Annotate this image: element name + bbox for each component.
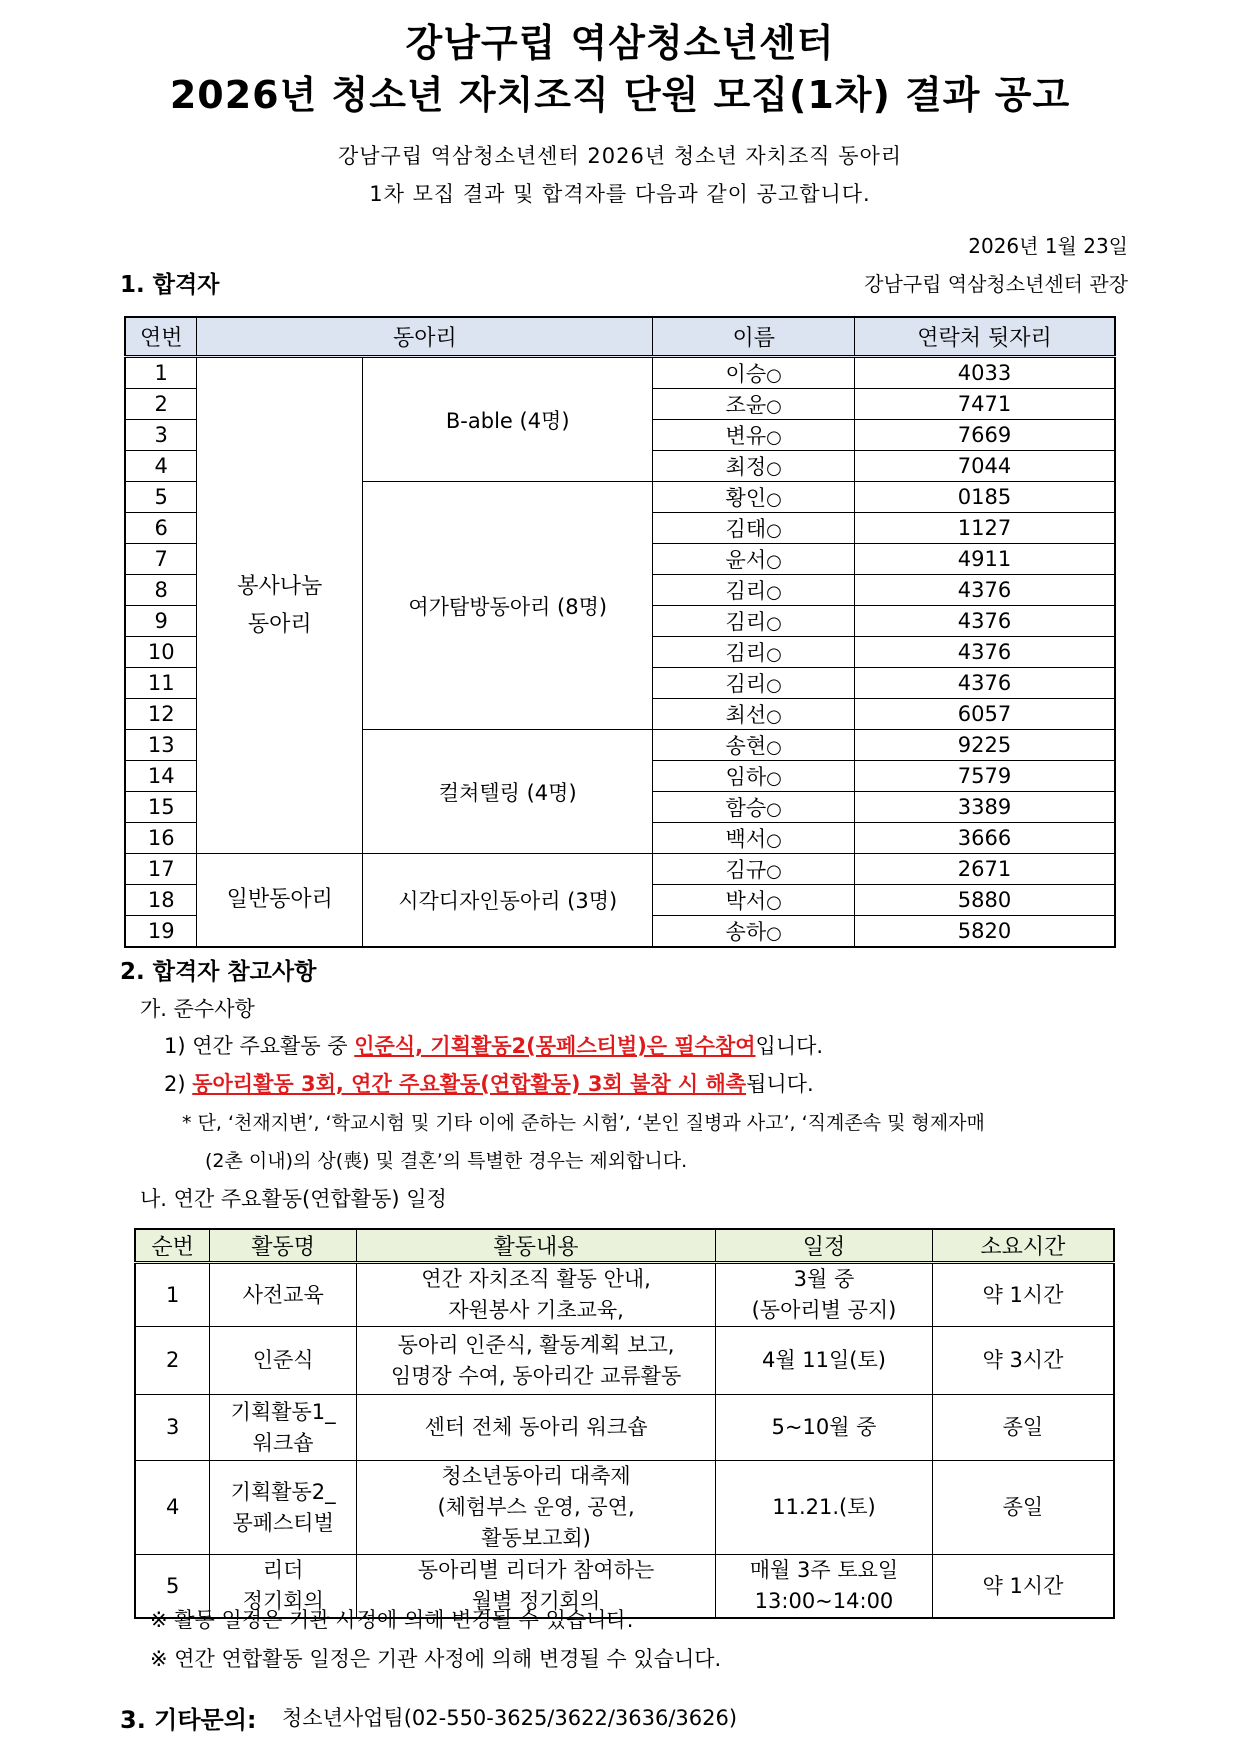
schedule-no-cell: 5: [135, 1555, 210, 1619]
note-line1: * 단, ‘천재지변’, ‘학교시험 및 기타 이에 준하는 시험’, ‘본인 질병과 사고’, ‘직계존속 및 형제자매: [182, 1112, 985, 1134]
schedule-time-cell: 약 1시간: [932, 1555, 1114, 1619]
row-number: 1: [125, 357, 197, 389]
name-cell: [653, 885, 855, 916]
row-number: 19: [125, 916, 197, 948]
name-text: 박서: [725, 889, 767, 913]
phone-cell: 4376: [854, 606, 1115, 637]
passers-table: [124, 316, 1116, 948]
schedule-no-cell: 4: [135, 1461, 210, 1555]
name-text: 윤서: [725, 548, 767, 572]
name-text: 송하: [725, 920, 767, 944]
schedule-time-cell: 약 1시간: [932, 1263, 1114, 1327]
name-cell: [653, 792, 855, 823]
name-cell: [653, 389, 855, 420]
masked-name-icon: ○: [766, 458, 782, 479]
row-number: 10: [125, 637, 197, 668]
name-text: 함승: [725, 796, 767, 820]
schedule-row: [135, 1461, 1114, 1555]
name-text: 송현: [725, 734, 767, 758]
name-text: 김규: [725, 858, 767, 882]
club-cell: 여가탐방동아리 (8명): [363, 482, 653, 730]
schedule-date-cell: 5~10월 중: [716, 1395, 933, 1461]
row-number: 16: [125, 823, 197, 854]
schedule-row: [135, 1327, 1114, 1395]
row-number: 13: [125, 730, 197, 761]
row-number: 17: [125, 854, 197, 885]
masked-name-icon: ○: [766, 520, 782, 541]
name-text: 김태: [725, 517, 767, 541]
phone-cell: 7669: [854, 420, 1115, 451]
schedule-content-cell: 동아리 인준식, 활동계획 보고, 임명장 수여, 동아리간 교류활동: [357, 1327, 716, 1395]
sub-b-title: 나. 연간 주요활동(연합활동) 일정: [140, 1187, 447, 1211]
schedule-name-cell: 기획활동1_ 워크숍: [210, 1395, 357, 1461]
row-number: 15: [125, 792, 197, 823]
masked-name-icon: ○: [766, 365, 782, 386]
name-text: 변유: [725, 424, 767, 448]
sched-header-name: 활동명: [210, 1229, 357, 1263]
club-cell: B-able (4명): [363, 357, 653, 482]
name-text: 최정: [725, 455, 767, 479]
row-number: 3: [125, 420, 197, 451]
name-cell: [653, 637, 855, 668]
row-number: 18: [125, 885, 197, 916]
name-text: 임하: [725, 765, 767, 789]
schedule-date-cell: 매월 3주 토요일 13:00~14:00: [716, 1555, 933, 1619]
schedule-time-cell: 약 3시간: [932, 1327, 1114, 1395]
phone-cell: 5880: [854, 885, 1115, 916]
phone-cell: 9225: [854, 730, 1115, 761]
sub-a-title: 가. 준수사항: [140, 997, 255, 1021]
name-cell: [653, 699, 855, 730]
masked-name-icon: ○: [766, 799, 782, 820]
schedule-table: [134, 1228, 1115, 1619]
rule-2: 2) 동아리활동 3회, 연간 주요활동(연합활동) 3회 불참 시 해촉됩니다.: [164, 1072, 814, 1096]
masked-name-icon: ○: [766, 675, 782, 696]
row-number: 9: [125, 606, 197, 637]
name-cell: [653, 575, 855, 606]
table-row: [125, 854, 1115, 885]
schedule-no-cell: 1: [135, 1263, 210, 1327]
phone-cell: 4033: [854, 357, 1115, 389]
row-number: 12: [125, 699, 197, 730]
schedule-row: [135, 1263, 1114, 1327]
masked-name-icon: ○: [766, 582, 782, 603]
schedule-date-cell: 11.21.(토): [716, 1461, 933, 1555]
masked-name-icon: ○: [766, 737, 782, 758]
masked-name-icon: ○: [766, 706, 782, 727]
name-cell: [653, 823, 855, 854]
schedule-no-cell: 2: [135, 1327, 210, 1395]
row-number: 5: [125, 482, 197, 513]
phone-cell: 1127: [854, 513, 1115, 544]
masked-name-icon: ○: [766, 551, 782, 572]
name-text: 백서: [725, 827, 767, 851]
row-number: 4: [125, 451, 197, 482]
schedule-name-cell: 인준식: [210, 1327, 357, 1395]
name-cell: [653, 854, 855, 885]
sched-header-date: 일정: [716, 1229, 933, 1263]
masked-name-icon: ○: [766, 489, 782, 510]
footnote-2: ※ 연간 연합활동 일정은 기관 사정에 의해 변경될 수 있습니다.: [150, 1647, 722, 1671]
col-header-phone: 연락처 뒷자리: [854, 317, 1115, 357]
masked-name-icon: ○: [766, 923, 782, 944]
phone-cell: 7579: [854, 761, 1115, 792]
name-cell: [653, 420, 855, 451]
masked-name-icon: ○: [766, 830, 782, 851]
row-number: 2: [125, 389, 197, 420]
schedule-name-cell: 리더 정기회의: [210, 1555, 357, 1619]
name-cell: [653, 668, 855, 699]
phone-cell: 4376: [854, 668, 1115, 699]
phone-cell: 4376: [854, 637, 1115, 668]
phone-cell: 2671: [854, 854, 1115, 885]
phone-cell: 4911: [854, 544, 1115, 575]
row-number: 7: [125, 544, 197, 575]
row-number: 6: [125, 513, 197, 544]
phone-cell: 5820: [854, 916, 1115, 948]
name-cell: [653, 513, 855, 544]
page-title-line2: 2026년 청소년 자치조직 단원 모집(1차) 결과 공고: [169, 73, 1071, 117]
footnote-1: ※ 활동 일정은 기관 사정에 의해 변경될 수 있습니다.: [150, 1608, 634, 1632]
rule-2-emphasis: 동아리활동 3회, 연간 주요활동(연합활동) 3회 불참 시 해촉: [192, 1072, 747, 1096]
phone-cell: 7044: [854, 451, 1115, 482]
name-text: 최선: [725, 703, 767, 727]
rule-1: 1) 연간 주요활동 중 인준식, 기획활동2(몽페스티벌)은 필수참여입니다.: [164, 1034, 824, 1058]
sched-header-time: 소요시간: [932, 1229, 1114, 1263]
phone-cell: 4376: [854, 575, 1115, 606]
name-cell: [653, 544, 855, 575]
row-number: 8: [125, 575, 197, 606]
name-text: 김리: [725, 672, 767, 696]
schedule-date-cell: 3월 중 (동아리별 공지): [716, 1263, 933, 1327]
name-cell: [653, 916, 855, 948]
issuer: 강남구립 역삼청소년센터 관장: [864, 272, 1128, 296]
phone-cell: 7471: [854, 389, 1115, 420]
masked-name-icon: ○: [766, 768, 782, 789]
rule-1-emphasis: 인준식, 기획활동2(몽페스티벌)은 필수참여: [354, 1034, 756, 1058]
name-text: 조윤: [725, 393, 767, 417]
table-row: [125, 357, 1115, 389]
row-number: 14: [125, 761, 197, 792]
name-cell: [653, 482, 855, 513]
phone-cell: 3389: [854, 792, 1115, 823]
club-cell: 시각디자인동아리 (3명): [363, 854, 653, 948]
masked-name-icon: ○: [766, 613, 782, 634]
intro-line2: 1차 모집 결과 및 합격자를 다음과 같이 공고합니다.: [369, 182, 871, 206]
phone-cell: 0185: [854, 482, 1115, 513]
name-cell: [653, 730, 855, 761]
contact-info: 청소년사업팀(02-550-3625/3622/3636/3626): [282, 1706, 738, 1730]
col-header-no: 연번: [125, 317, 197, 357]
club-cell: 컬쳐텔링 (4명): [363, 730, 653, 854]
name-cell: [653, 761, 855, 792]
notice-date: 2026년 1월 23일: [968, 234, 1128, 258]
sched-header-no: 순번: [135, 1229, 210, 1263]
col-header-name: 이름: [653, 317, 855, 357]
masked-name-icon: ○: [766, 427, 782, 448]
name-text: 김리: [725, 610, 767, 634]
schedule-content-cell: 동아리별 리더가 참여하는 월별 정기회의: [357, 1555, 716, 1619]
schedule-content-cell: 연간 자치조직 활동 안내, 자원봉사 기초교육,: [357, 1263, 716, 1327]
name-cell: [653, 357, 855, 389]
schedule-time-cell: 종일: [932, 1395, 1114, 1461]
section1-heading: 1. 합격자: [120, 272, 220, 298]
schedule-date-cell: 4월 11일(토): [716, 1327, 933, 1395]
name-cell: [653, 451, 855, 482]
row-number: 11: [125, 668, 197, 699]
schedule-row: [135, 1395, 1114, 1461]
masked-name-icon: ○: [766, 644, 782, 665]
phone-cell: 6057: [854, 699, 1115, 730]
name-text: 이승: [725, 362, 767, 386]
name-text: 김리: [725, 641, 767, 665]
section3-heading: 3. 기타문의:: [120, 1706, 257, 1734]
name-text: 황인: [725, 486, 767, 510]
masked-name-icon: ○: [766, 396, 782, 417]
page-title-line1: 강남구립 역삼청소년센터: [405, 21, 835, 65]
schedule-name-cell: 사전교육: [210, 1263, 357, 1327]
name-text: 김리: [725, 579, 767, 603]
schedule-content-cell: 센터 전체 동아리 워크숍: [357, 1395, 716, 1461]
col-header-club: 동아리: [197, 317, 653, 357]
masked-name-icon: ○: [766, 861, 782, 882]
schedule-content-cell: 청소년동아리 대축제 (체험부스 운영, 공연, 활동보고회): [357, 1461, 716, 1555]
sched-header-content: 활동내용: [357, 1229, 716, 1263]
schedule-no-cell: 3: [135, 1395, 210, 1461]
name-cell: [653, 606, 855, 637]
note-line2: (2촌 이내)의 상(喪) 및 결혼’의 특별한 경우는 제외합니다.: [205, 1150, 688, 1172]
schedule-name-cell: 기획활동2_ 몽페스티벌: [210, 1461, 357, 1555]
schedule-time-cell: 종일: [932, 1461, 1114, 1555]
phone-cell: 3666: [854, 823, 1115, 854]
section2-heading: 2. 합격자 참고사항: [120, 959, 317, 985]
category-cell: 봉사나눔 동아리: [197, 357, 363, 854]
masked-name-icon: ○: [766, 892, 782, 913]
category-cell: 일반동아리: [197, 854, 363, 948]
intro-line1: 강남구립 역삼청소년센터 2026년 청소년 자치조직 동아리: [337, 144, 903, 168]
